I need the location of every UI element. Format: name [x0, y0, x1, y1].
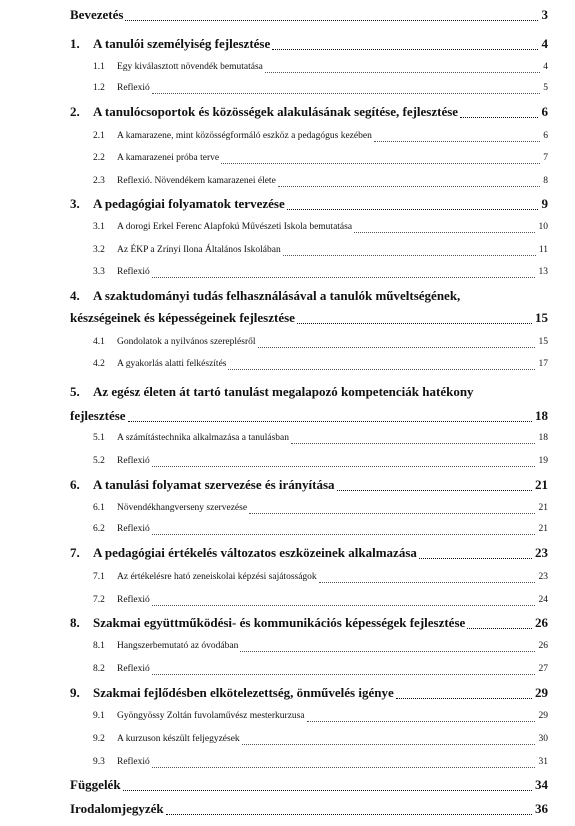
toc-entry-title: Az egész életen át tartó tanulást megalapozó kompetenciák hatékony	[93, 384, 474, 399]
toc-entry[interactable]	[0, 173, 575, 189]
toc-page-number: 5	[543, 83, 548, 93]
toc-entry-number: 9.3	[93, 757, 105, 767]
toc-leader-dots	[419, 546, 532, 559]
toc-entry[interactable]	[0, 500, 575, 516]
toc-leader-dots	[125, 8, 538, 21]
toc-page-number: 6	[543, 131, 548, 141]
toc-entry-title: Növendékhangverseny szervezése	[117, 503, 248, 513]
toc-entry[interactable]	[0, 150, 575, 166]
toc-entry-title: fejlesztése	[70, 408, 126, 423]
toc-page-number: 15	[538, 337, 548, 347]
toc-leader-dots	[265, 60, 540, 73]
toc-entry-number: 6.	[70, 477, 80, 492]
toc-entry-number: 6.2	[93, 524, 105, 534]
toc-entry[interactable]	[0, 477, 575, 493]
toc-entry-title: Gyöngyössy Zoltán fuvolaművész mesterkurzusa	[117, 711, 305, 721]
toc-entry[interactable]	[0, 615, 575, 631]
toc-entry[interactable]	[0, 545, 575, 561]
toc-entry-number: 4.1	[93, 337, 105, 347]
toc-page-number: 7	[543, 153, 548, 163]
toc-page-number: 4	[541, 36, 548, 51]
toc-page-number: 10	[538, 222, 548, 232]
toc-entry-number: 2.3	[93, 176, 105, 186]
toc-entry[interactable]	[0, 196, 575, 212]
toc-entry-title: Reflexió	[117, 595, 150, 605]
toc-entry[interactable]	[0, 128, 575, 144]
toc-entry-title: A számítástechnika alkalmazása a tanulásban	[117, 433, 289, 443]
toc-entry-number: 9.1	[93, 711, 105, 721]
toc-entry[interactable]	[0, 777, 575, 793]
toc-entry-number: 7.2	[93, 595, 105, 605]
toc-entry[interactable]	[0, 356, 575, 372]
toc-page-number: 4	[543, 62, 548, 72]
toc-leader-dots	[460, 105, 538, 118]
toc-page-number: 36	[535, 801, 548, 816]
toc-entry-number: 7.1	[93, 572, 105, 582]
toc-entry-number: 5.1	[93, 433, 105, 443]
toc-entry[interactable]	[0, 731, 575, 747]
toc-page-number: 21	[538, 524, 548, 534]
toc-page-number: 24	[538, 595, 548, 605]
toc-page-number: 15	[535, 310, 548, 325]
toc-entry-title: A tanulócsoportok és közösségek alakulásának segítése, fejlesztése	[93, 104, 459, 119]
toc-entry-number: 9.	[70, 685, 80, 700]
toc-entry[interactable]	[0, 521, 575, 537]
toc-leader-dots	[287, 197, 538, 210]
toc-entry-title: Gondolatok a nyilvános szereplésről	[117, 337, 256, 347]
toc-leader-dots	[337, 478, 532, 491]
toc-leader-dots	[278, 174, 540, 187]
toc-entry-title: A kurzuson készült feljegyzések	[117, 734, 240, 744]
toc-page-number: 29	[535, 685, 548, 700]
toc-entry-title: Reflexió	[117, 267, 150, 277]
toc-entry-title: Egy kiválasztott növendék bemutatása	[117, 62, 263, 72]
toc-leader-dots	[307, 709, 535, 722]
toc-entry[interactable]	[0, 242, 575, 258]
toc-leader-dots	[240, 639, 535, 652]
toc-leader-dots	[123, 778, 532, 791]
toc-entry-title: Reflexió	[117, 83, 150, 93]
toc-leader-dots	[128, 409, 532, 422]
toc-page-number: 13	[538, 267, 548, 277]
toc-leader-dots	[152, 522, 535, 535]
toc-leader-dots	[291, 431, 535, 444]
toc-leader-dots	[152, 662, 535, 675]
toc-page-number: 23	[538, 572, 548, 582]
toc-entry-number: 8.2	[93, 664, 105, 674]
toc-page-number: 9	[541, 196, 548, 211]
toc-page-number: 30	[538, 734, 548, 744]
toc-page-number: 21	[535, 477, 548, 492]
toc-entry[interactable]	[0, 264, 575, 280]
toc-entry-title: Reflexió	[117, 456, 150, 466]
toc-page-number: 26	[538, 641, 548, 651]
toc-page-number: 8	[543, 176, 548, 186]
toc-leader-dots	[152, 81, 540, 94]
toc-entry-number: 1.1	[93, 62, 105, 72]
toc-leader-dots	[258, 335, 535, 348]
toc-leader-dots	[283, 243, 536, 256]
toc-page-number: 18	[538, 433, 548, 443]
toc-entry[interactable]	[0, 104, 575, 120]
toc-leader-dots	[272, 37, 538, 50]
toc-entry[interactable]	[0, 708, 575, 724]
toc-leader-dots	[297, 311, 532, 324]
toc-entry[interactable]	[0, 754, 575, 770]
toc-leader-dots	[249, 501, 535, 514]
toc-entry-number: 6.1	[93, 503, 105, 513]
toc-entry-continuation[interactable]	[0, 310, 575, 326]
toc-entry-title: A kamarazenei próba terve	[117, 153, 220, 163]
toc-entry-number: 5.	[70, 384, 80, 399]
toc-entry[interactable]	[0, 685, 575, 701]
toc-leader-dots	[396, 686, 532, 699]
toc-leader-dots	[166, 802, 532, 815]
toc-entry[interactable]	[0, 592, 575, 608]
toc-entry-number: 3.2	[93, 245, 105, 255]
toc-entry-number: 2.1	[93, 131, 105, 141]
toc-leader-dots	[152, 755, 535, 768]
toc-entry-title: Reflexió	[117, 757, 150, 767]
toc-entry-number: 1.	[70, 36, 80, 51]
toc-leader-dots	[221, 151, 540, 164]
toc-page-number: 6	[541, 104, 548, 119]
toc-entry-number: 3.1	[93, 222, 105, 232]
toc-entry[interactable]	[0, 453, 575, 469]
toc-entry[interactable]	[0, 7, 575, 23]
toc-entry-title: Bevezetés	[70, 7, 124, 22]
toc-entry-title: Az értékelésre ható zeneiskolai képzési sajátosságok	[117, 572, 317, 582]
toc-leader-dots	[374, 129, 540, 142]
toc-entry[interactable]	[0, 80, 575, 96]
toc-page-number: 26	[535, 615, 548, 630]
toc-leader-dots	[152, 593, 535, 606]
toc-entry-continuation[interactable]	[0, 408, 575, 424]
toc-entry[interactable]	[0, 59, 575, 75]
toc-entry-title: Szakmai együttműködési- és kommunikációs képességek fejlesztése	[93, 615, 466, 630]
toc-page-number: 11	[538, 245, 548, 255]
toc-page-number: 34	[535, 777, 548, 792]
toc-leader-dots	[152, 454, 535, 467]
toc-entry[interactable]	[0, 36, 575, 52]
toc-entry[interactable]	[0, 334, 575, 350]
toc-entry-title: A dorogi Erkel Ferenc Alapfokú Művészeti Iskola bemutatása	[117, 222, 353, 232]
toc-entry-title: A tanulási folyamat szervezése és irányítása	[93, 477, 335, 492]
toc-entry[interactable]	[0, 569, 575, 585]
toc-leader-dots	[228, 357, 535, 370]
toc-leader-dots	[354, 220, 535, 233]
toc-page-number: 29	[538, 711, 548, 721]
toc-entry-number: 3.	[70, 196, 80, 211]
toc-page-number: 23	[535, 545, 548, 560]
toc-entry-number: 8.1	[93, 641, 105, 651]
toc-page-number: 17	[538, 359, 548, 369]
toc-entry-title: Szakmai fejlődésben elkötelezettség, önművelés igénye	[93, 685, 394, 700]
toc-leader-dots	[467, 616, 532, 629]
toc-entry-number: 1.2	[93, 83, 105, 93]
toc-entry-number: 7.	[70, 545, 80, 560]
toc-entry-title: A tanulói személyiség fejlesztése	[93, 36, 271, 51]
toc-entry-number: 3.3	[93, 267, 105, 277]
toc-entry-title: Reflexió	[117, 664, 150, 674]
toc-entry-number: 9.2	[93, 734, 105, 744]
toc-entry[interactable]	[0, 219, 575, 235]
toc-entry-number: 4.	[70, 288, 80, 303]
toc-entry[interactable]	[0, 288, 575, 304]
toc-page-number: 18	[535, 408, 548, 423]
toc-entry-title: készségeinek és képességeinek fejlesztése	[70, 310, 295, 325]
toc-entry[interactable]	[0, 801, 575, 817]
toc-entry-title: A pedagógiai értékelés változatos eszközeinek alkalmazása	[93, 545, 417, 560]
toc-entry-number: 4.2	[93, 359, 105, 369]
toc-entry[interactable]	[0, 384, 575, 400]
toc-entry[interactable]	[0, 638, 575, 654]
toc-entry-title: A gyakorlás alatti felkészítés	[117, 359, 227, 369]
toc-leader-dots	[152, 265, 535, 278]
toc-page-number: 19	[538, 456, 548, 466]
toc-entry[interactable]	[0, 430, 575, 446]
toc-entry-title: A pedagógiai folyamatok tervezése	[93, 196, 285, 211]
toc-leader-dots	[242, 732, 535, 745]
toc-entry-number: 2.2	[93, 153, 105, 163]
toc-entry-title: Az ÉKP a Zrínyi Ilona Általános Iskolában	[117, 245, 281, 255]
toc-page-number: 21	[538, 503, 548, 513]
toc-page-number: 3	[541, 7, 548, 22]
toc-entry-title: Reflexió	[117, 524, 150, 534]
toc-entry-title: Reflexió. Növendékem kamarazenei élete	[117, 176, 276, 186]
toc-entry-number: 8.	[70, 615, 80, 630]
toc-entry-number: 5.2	[93, 456, 105, 466]
toc-entry-title: Függelék	[70, 777, 121, 792]
toc-page-number: 27	[538, 664, 548, 674]
toc-entry-title: Irodalomjegyzék	[70, 801, 164, 816]
toc-leader-dots	[319, 570, 535, 583]
toc-entry-title: A szaktudományi tudás felhasználásával a tanulók műveltségének,	[93, 288, 461, 303]
toc-entry-number: 2.	[70, 104, 80, 119]
toc-page-number: 31	[538, 757, 548, 767]
toc-entry-title: A kamarazene, mint közösségformáló eszköz a pedagógus kezében	[117, 131, 372, 141]
toc-entry-title: Hangszerbemutató az óvodában	[117, 641, 239, 651]
toc-entry[interactable]	[0, 661, 575, 677]
